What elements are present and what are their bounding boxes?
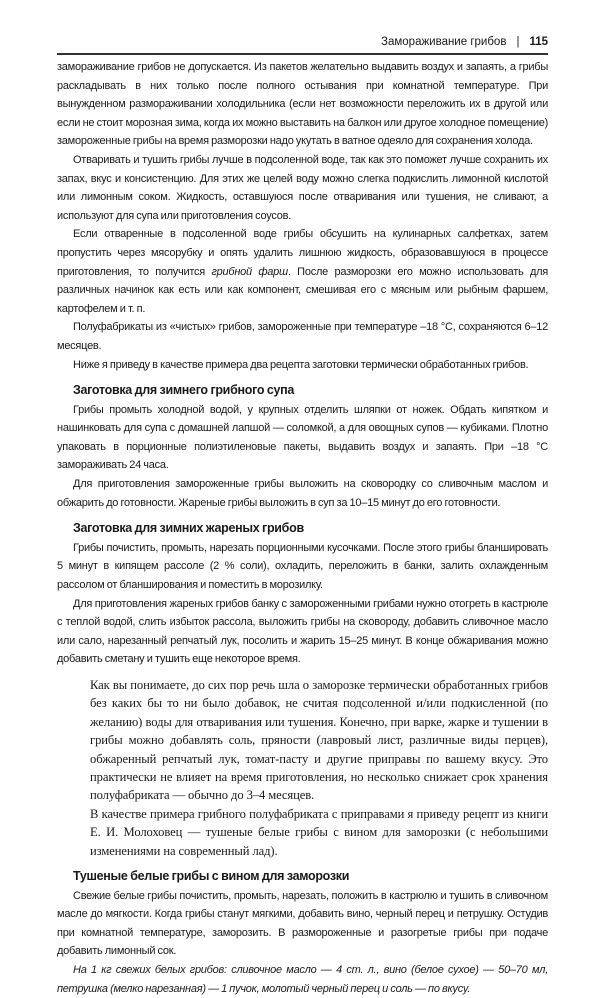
ingredients-text: На 1 кг свежих белых грибов: сливочное масло — 4 ст. л., вино (белое сухое) — 50–70 мл, петрушка (мелко нарезанная) — 1 пучок, молотый черный перец и соль — по вкусу. (57, 964, 548, 995)
paragraph: Свежие белые грибы почистить, промыть, нарезать, положить в кастрюлю и тушить в сливочном масле до мягкости. Когда грибы станут мягкими, добавить вино, черный перец и петрушку. Остудив при комнатной температуре, заморозить. В размороженные и разогретые грибы при подаче добавить лимонный сок. (57, 889, 548, 958)
italic-term: грибной фарш (211, 265, 288, 278)
note-paragraph: Как вы понимаете, до сих пор речь шла о заморозке термически обработанных грибов без каких бы то ни было добавок, не считая подсоленной и/или подкисленной (по желанию) воды для отваривания или тушения. Конечно, при варке, жарке и тушении в грибы можно добавлять соль, пряности (лавровый лист, различные виды перцев), обжаренный репчатый лук, томат-пасту и другие приправы по вашему вкусу. Это практически не влияет на время приготовления, но несколько снижает срок хранения полуфабриката — обычно до 3–4 месяцев. (90, 678, 548, 803)
running-header (57, 33, 548, 51)
page-number: 115 (529, 36, 548, 48)
text: Если отваренные в подсоленной воде грибы обсушить на кулинарных салфетках, затем пропустить через мясорубку и опять удалить лишнюю жидкость, образовавшуюся в процессе приготовления, то получится (57, 228, 548, 278)
paragraph: Для приготовления замороженные грибы выложить на сковородку со сливочным маслом и обжарить до готовности. Жареные грибы выложить в суп за 10–15 минут до его готовности. (57, 478, 548, 509)
paragraph: Грибы промыть холодной водой, у крупных отделить шляпки от ножек. Обдать кипятком и нашинковать для супа с домашней лапшой — соломкой, а для овощных супов — кубиками. Плотно упаковать в порционные полиэтиленовые пакеты, выдавить воздух и запаять. При –18 °С замораживать 24 часа. (57, 403, 548, 472)
running-title: Замораживание грибов (381, 36, 507, 48)
paragraph: Отваривать и тушить грибы лучше в подсоленной воде, так как это поможет лучше сохранить их запах, вкус и консистенцию. Для этих же целей воду можно слегка подкислить лимонной кислотой или лимонным соком. Жидкость, оставшуюся после отваривания или тушения, не сливают, а используют для супа или приготовления соусов. (57, 153, 548, 222)
paragraph: Для приготовления жареных грибов банку с замороженными грибами нужно отогреть в кастрюле с теплой водой, слить избыток рассола, выложить грибы на сковороду, добавить сливочное масло или сало, нарезанный репчатый лук, посолить и жарить 15–25 минут. В конце обжаривания можно добавить сметану и тушить еще некоторое время. (57, 597, 548, 666)
paragraph: Грибы почистить, промыть, нарезать порционными кусочками. После этого грибы бланшировать 5 минут в кипящем рассоле (2 % соли), охладить, переложить в банки, залить охлажденным рассолом от бланширования и поместить в морозилку. (57, 541, 548, 592)
author-note (90, 676, 548, 860)
text: . После разморозки его можно использовать для различных начинок как есть или как компонент, смешивая его с мясным или рыбным фаршем, картофелем и т. п. (57, 265, 548, 315)
header-rule (57, 53, 548, 55)
note-paragraph: В качестве примера грибного полуфабриката с приправами я приведу рецепт из книги Е. И. Молоховец — тушеные белые грибы с вином для заморозки (с небольшими изменениями на современный лад). (90, 806, 548, 858)
ingredients (57, 961, 548, 998)
paragraph: замораживание грибов не допускается. Из пакетов желательно выдавить воздух и запаять, а грибы раскладывать в них только после полного остывания при комнатной температуре. При вынужденном размораживании холодильника (если нет возможности переложить их в другой или если не стоит морозная зима, когда их можно выставить на балкон или другое холодное помещение) замороженные грибы на время разморозки надо укутать в ватное одеяло для сохранения холода. (57, 61, 548, 148)
page-body (57, 58, 548, 998)
section-heading: Заготовка для зимних жареных грибов (73, 521, 304, 536)
section-heading: Заготовка для зимнего грибного супа (73, 383, 295, 398)
section-heading: Тушеные белые грибы с вином для заморозки (73, 869, 350, 884)
paragraph: Полуфабрикаты из «чистых» грибов, замороженные при температуре –18 °С, сохраняются 6–12 месяцев. (57, 321, 548, 352)
header-separator: | (516, 36, 520, 48)
paragraph (57, 225, 548, 318)
paragraph: Ниже я приведу в качестве примера два рецепта заготовки термически обработанных грибов. (73, 358, 529, 371)
